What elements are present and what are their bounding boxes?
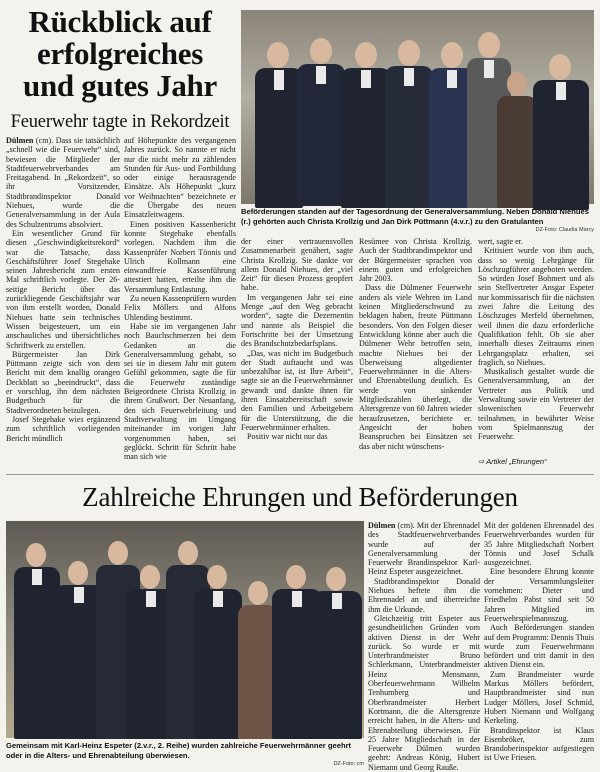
- paragraph: Mit der goldenen Ehrennadel des Feuerwehrverbandes wurden für 35 Jahre Mitgliedschaft Norbert Tönnis und Josef Schalk ausgezeichnet.: [484, 521, 594, 568]
- cross-reference-label: Artikel „Ehrungen“: [486, 457, 547, 466]
- paragraph: Josef Stegehake wies ergänzend zum schriftlich vorliegenden Bericht mündlich: [6, 414, 120, 443]
- article1-column-4: [359, 237, 472, 469]
- paragraph: Resümee von Christa Krollzig. Auch der Stadtbrandinspektor und der Bürgermeister sprachen von einem guten und erfolgreichen Jahr 2003.: [359, 237, 472, 284]
- article1-column-2: [124, 136, 236, 469]
- arrow-icon: ⇨: [478, 457, 487, 466]
- paragraph: Bürgermeister Jan Dirk Püttmann zeigte sich von dem Bericht mit dem knallig orangen Deckblatt so „beeindruckt“, dass er vorschlug, ihn dem nächsten Budgetbuch für die Stadtverordneten beizulegen.: [6, 349, 120, 415]
- paragraph: Zum Brandmeister wurde Markus Möllers befördert, Hauptbrandmeister sind nun Ludger Möllers, Josef Schmid, Hubert Niemann und Wolfgang Kerkeling.: [484, 669, 594, 726]
- paragraph: Dülmen (cm). Dass sie tatsächlich „schnell wie die Feuerwehr“ sind, bewiesen die Mitglieder der Stadtfeuerwehrverbandes am Freitagabend. In „Rekordzeit“, so ihr Vorsitzender, Stadtbrandinspektor Donald Niehues, wurde die Generalversammlung in der Aula des Schulzentrums absolviert.: [6, 136, 120, 229]
- article1-photo-caption: Beförderungen standen auf der Tagesordnung der Generalversammlung. Neben Donald Niehues (r.) gehörten auch Christa Krollzig und Jan Dirk Püttmann (4.v.r.) zu den Gratulanten: [241, 207, 589, 226]
- headline-line-2: erfolgreiches: [37, 36, 203, 71]
- article2-photo: [6, 521, 364, 738]
- article1-photo-credit: DZ-Foto: Claudia Marcy: [535, 227, 594, 233]
- article1-subheadline: Feuerwehr tagte in Rekordzeit: [10, 112, 230, 132]
- article2-photo-credit: DZ-Foto: cm: [333, 761, 364, 767]
- paragraph: Musikalisch gestaltet wurde die Generalversammlung, an der Vertreter aus Politik und Verwaltung sowie ein Vertreter der slowenischen Feuerwehr teilnahmen, in bewährter Weise vom Spielmannszug der Feuerwehr.: [478, 367, 594, 442]
- article1-column-5: [478, 237, 594, 453]
- article1-photo: [241, 10, 594, 204]
- paragraph: Auch Beförderungen standen auf dem Programm: Dennis Thuis wurde zum Feuerwehrmann befördert und tritt damit in den aktiven Dienst ein.: [484, 623, 595, 670]
- article1-headline: [6, 6, 234, 102]
- article1-column-3: [241, 237, 353, 469]
- cross-reference: [478, 457, 594, 466]
- article2-column-1: [368, 521, 480, 772]
- paragraph: Eine besondere Ehrung konnte der Versammlungsleiter vornehmen: Dieter und Friedhelm Pabst sind seit 50 Jahren Mitglied im Feuerwehrspielmannszug.: [484, 567, 594, 623]
- paragraph: Brandinspektor ist Klaus Eisenbröker, zum Brandoberinspektor aufgestiegen ist Uwe Friesen.: [484, 725, 594, 763]
- paragraph: Habe sie im vergangenen Jahr noch Bauchschmerzen bei dem Gedanken an die Generalversammlung gehabt, so sei sie in diesem Jahr mit gutem Gefühl gekommen, sagte die für die Feuerwehr zuständige Beigeordnete Christa Krollzig in ihrem Grußwort. Der Neuanfang, den sich Feuerwehrleitung und Stadtverwaltung im Umgang miteinander im vorigen Jahr vorgenommen haben, sei geglückt. Schritt für Schritt habe man sich wie: [124, 321, 236, 462]
- paragraph: Gleichzeitig tritt Espeter aus gesundheitlichen Gründen vom aktiven Dienst in der Wehr zurück. So wurde er mit Unterbrandmeister Bruno Schlerkmann, Unterbrandmeister Heinz Mensmann, Oberfeuerwehrmann Wilhelm Tenhumberg und Oberbrandmeister Herbert Kortmann, die die Altersgrenze erreicht haben, in die Alters- und Ehrenabteilung überwiesen. Für 25 Jahre Mitgliedschaft in der Feuerwehr Dülmen wurden geehrt: Andreas König, Hubert Niemann und Georg Rauße.: [368, 613, 480, 772]
- article2-headline: Zahlreiche Ehrungen und Beförderungen: [82, 482, 518, 512]
- headline-line-3: und gutes Jahr: [23, 68, 217, 103]
- paragraph: Zu neuen Kassenprüfern wurden Felix Möllers und Alfons Uhlending bestimmt.: [124, 294, 236, 322]
- paragraph: Ein wesentlicher Grund für diesen „Geschwindigkeitsrekord“ war die Tatsache, dass Geschäftsführer Josef Stegehake seinen Jahresbericht zum ersten Mal schriftlich vorlegte. Der 26-seitige Bericht über das zurückliegende Geschäftsjahr war von ihm erstellt worden, Donald Niehues hatte sein technisches Wissen beigesteuert, um ein anschauliches und übersichtliches Schriftwerk zu erstellen.: [6, 228, 120, 350]
- paragraph: Positiv war nicht nur das: [247, 432, 328, 442]
- paragraph: Dülmen (cm). Mit der Ehrennadel des Stadtfeuerwehrverbandes wurde auf der Generalversammlung der Feuerwehr Brandinspektor Karl-Heinz Espeter ausgezeichnet.: [368, 521, 480, 577]
- paragraph: der einer vertrauensvollen Zusammenarbeit genähert, sagte Christa Krollzig. Sie dankte vor allem Donald Niehues, der „viel Zeit“ für diesen Prozess geopfert habe.: [241, 237, 353, 293]
- paragraph: „Das, was nicht im Budgetbuch der Stadt auftaucht und was unbezahlbar ist, ist Ihre Arbeit“, sagte sie an die Feuerwehrmänner gewandt und dankte ihnen für ihren Einsatzbereitschaft sowie den Familien und Arbeitgebern für die Unterstützung, die die Feuerwehrmänner erhalten.: [241, 348, 353, 432]
- article1-column-1: [6, 136, 120, 469]
- article2-photo-caption: Gemeinsam mit Karl-Heinz Espeter (2.v.r., 2. Reihe) wurden zahlreiche Feuerwehrmänner geehrt oder in die Alters- und Ehrenabteilung überwiesen.: [6, 741, 352, 760]
- paragraph: Stadtbrandinspektor Donald Niehues heftete ihm die Ehrennadel an und überreichte ihm die Urkunde.: [368, 576, 480, 614]
- section-divider: [6, 474, 594, 475]
- paragraph: wert, sagte er.: [478, 237, 523, 246]
- headline-line-1: Rückblick auf: [28, 4, 212, 39]
- paragraph: auf Höhepunkte des vergangenen Jahres zurück. So nannte er nicht nur die nicht mehr zu zählenden Stunden für Aus- und Fortbildung oder einige herausragende Einsätze. Als Höhepunkt „kurz vor Weihnachten“ bezeichnete er die Übergabe des neuen Einsatzleitwagens.: [124, 136, 236, 220]
- paragraph: Im vergangenen Jahr sei eine Menge „auf den Weg gebracht worden“, sagte die Dezernentin und nannte als Beispiel die Fortschritte bei der Umsetzung des Brandschutzbedarfsplans.: [241, 292, 353, 349]
- paragraph: Einen positiven Kassenbericht konnte Stegehake ebenfalls vorlegen. Nachdem ihm die Kassenprüfer Norbert Tönnis und Ulrich Kollmann eine einwandfreie Kassenführung attestiert hatten, erteilte ihm die Versammlung Entlastung.: [124, 219, 236, 294]
- article2-column-2: [484, 521, 594, 767]
- paragraph: Dass die Dülmener Feuerwehr anders als viele Wehren im Land keinen Mitgliederschwund zu beklagen haben, freute Püttmann besonders. Von den Folgen dieser Entwicklung könne aber auch die Dülmener Wehr betroffen sein, machte Niehues bei der Überweisung altgedienter Feuerwehrmänner in die Alters- und Ehrenabteilung deutlich. Es werde von sinkender Mitgliedszahlen überlegt, die Altersgrenze von 60 Jahren wieder heraufzusetzen, berichtete er. Angesicht der hohen Beanspruchen bei Einsätzen sei das aber nicht wünschens-: [359, 283, 472, 451]
- paragraph: Kritisiert wurde von ihm auch, dass so wenig Lehrgänge für Löschzugführer angeboten werden. So würden Josef Bohmert und als sein Stellvertreter Ansgar Espeter nur kommissarisch für die nächsten zwei Jahre die Leitung des Löschzuges Merfeld übernehmen, weil ihnen die dazu erforderliche Qualifikation fehlt. Ob sie aber innerhalb dieses Zeitraums einen Lehrgangsplatz erhalten, sei fraglich, so Niehues.: [478, 246, 594, 367]
